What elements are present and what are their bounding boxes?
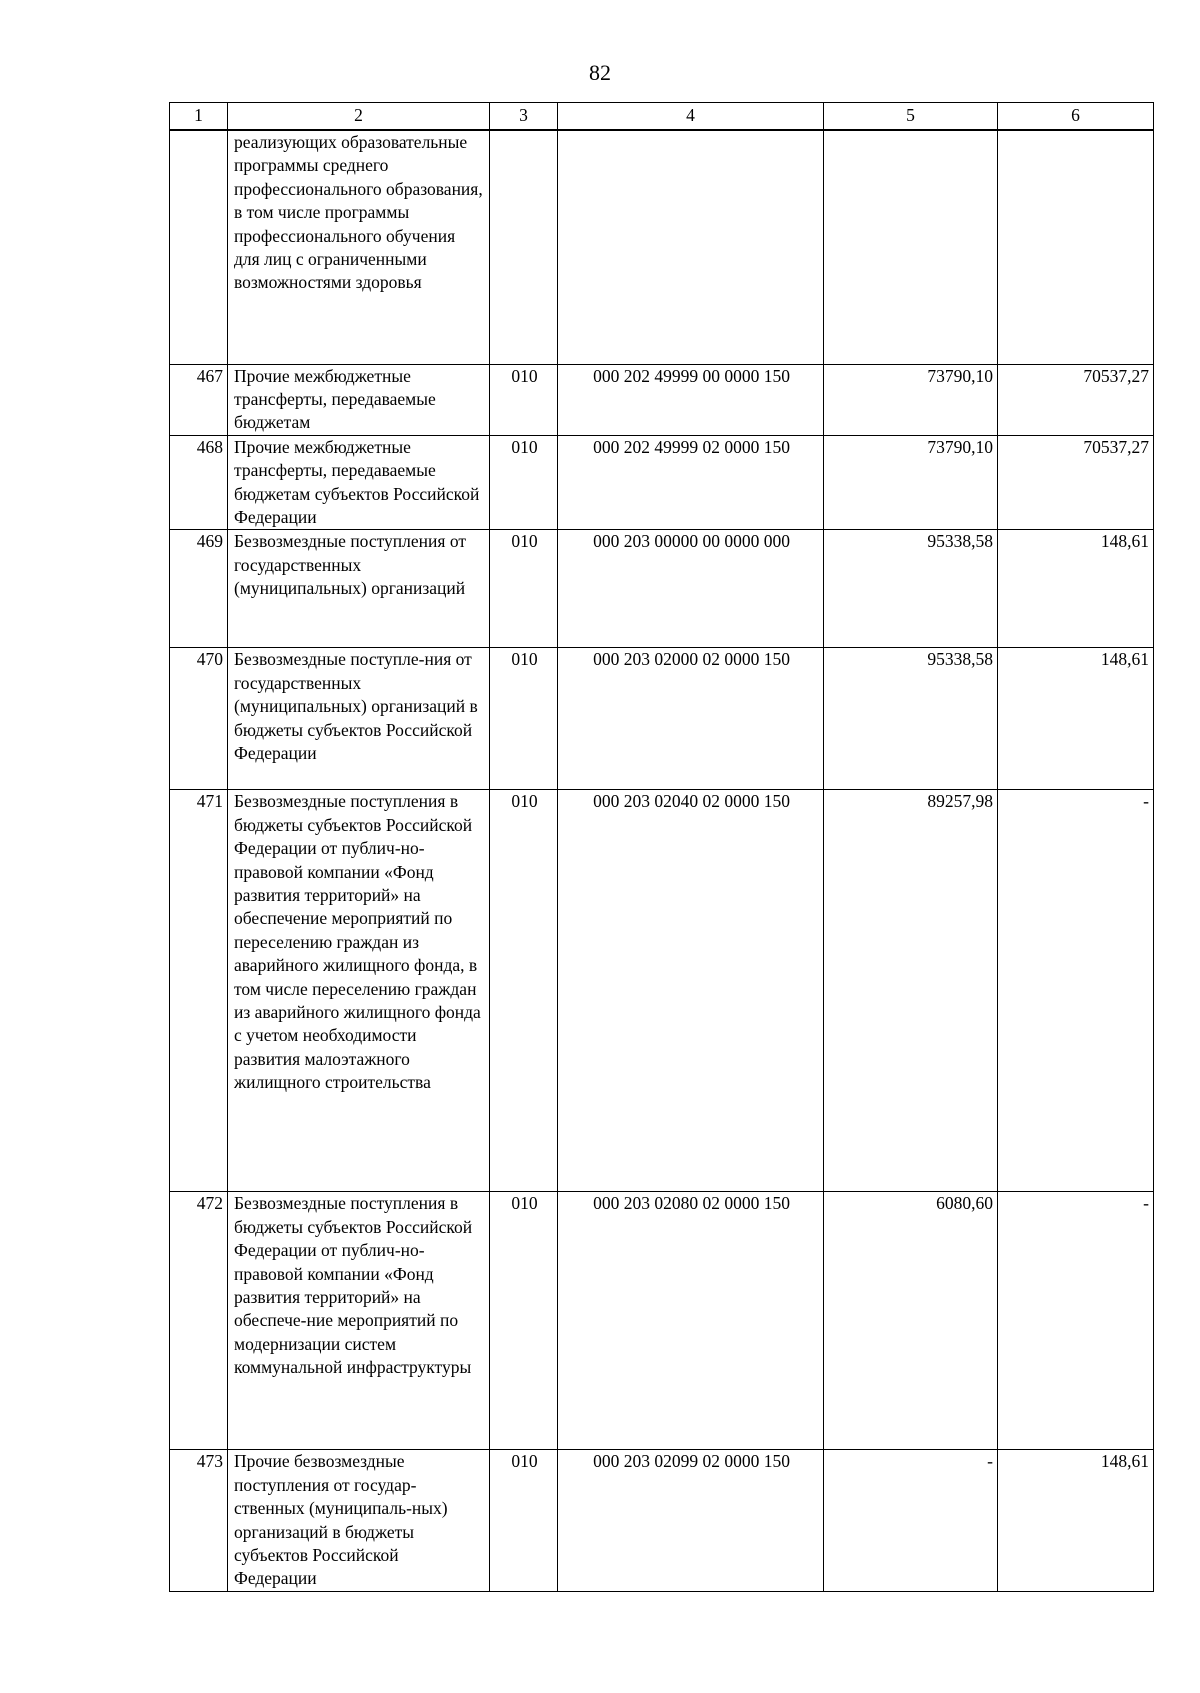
amount-column-6: 148,61 — [998, 530, 1154, 648]
table-header — [170, 103, 1154, 131]
admin-code: 010 — [490, 648, 558, 790]
table-row — [170, 648, 1154, 790]
amount-column-5: 89257,98 — [824, 790, 998, 1192]
row-number: 469 — [170, 530, 228, 648]
budget-classification-code: 000 203 02080 02 0000 150 — [558, 1192, 824, 1450]
amount-5-cell — [824, 130, 998, 364]
revenue-description: Прочие межбюджетные трансферты, передаваемые бюджетам — [228, 364, 490, 435]
column-header-6: 6 — [998, 103, 1154, 131]
amount-column-6: 148,61 — [998, 1450, 1154, 1592]
amount-column-6: - — [998, 790, 1154, 1192]
revenue-description: Безвозмездные поступления в бюджеты субъектов Российской Федерации от публич-но-правовой компании «Фонд развития территорий» на обеспече-ние мероприятий по модернизации систем коммунальной инфраструктуры — [228, 1192, 490, 1450]
amount-column-5: - — [824, 1450, 998, 1592]
row-number: 467 — [170, 364, 228, 435]
admin-code: 010 — [490, 1450, 558, 1592]
amount-column-5: 95338,58 — [824, 530, 998, 648]
column-header-5: 5 — [824, 103, 998, 131]
admin-code-cell — [490, 130, 558, 364]
revenue-description: Прочие безвозмездные поступления от государ-ственных (муниципаль-ных) организаций в бюджеты субъектов Российской Федерации — [228, 1450, 490, 1592]
budget-classification-code: 000 203 02099 02 0000 150 — [558, 1450, 824, 1592]
table-row — [170, 435, 1154, 530]
amount-column-6: 148,61 — [998, 648, 1154, 790]
budget-revenue-table — [169, 102, 1154, 1592]
amount-column-6: - — [998, 1192, 1154, 1450]
amount-column-6: 70537,27 — [998, 435, 1154, 530]
table-body — [170, 130, 1154, 1592]
revenue-description: Безвозмездные поступления в бюджеты субъектов Российской Федерации от публич-но-правовой компании «Фонд развития территорий» на обеспечение мероприятий по переселению граждан из аварийного жилищного фонда, в том числе переселению граждан из аварийного жилищного фонда с учетом необходимости развития малоэтажного жилищного строительства — [228, 790, 490, 1192]
admin-code: 010 — [490, 1192, 558, 1450]
page-number: 82 — [589, 60, 611, 85]
amount-6-cell — [998, 130, 1154, 364]
admin-code: 010 — [490, 530, 558, 648]
budget-classification-code: 000 203 02000 02 0000 150 — [558, 648, 824, 790]
row-number: 471 — [170, 790, 228, 1192]
column-header-4: 4 — [558, 103, 824, 131]
table-row — [170, 790, 1154, 1192]
budget-classification-code: 000 202 49999 02 0000 150 — [558, 435, 824, 530]
amount-column-5: 95338,58 — [824, 648, 998, 790]
continuation-description: реализующих образовательные программы среднего профессионального образования, в том числе программы профессионального обучения для лиц с ограниченными возможностями здоровья — [228, 130, 490, 364]
table-row — [170, 530, 1154, 648]
amount-column-6: 70537,27 — [998, 364, 1154, 435]
table-row — [170, 1192, 1154, 1450]
revenue-description: Прочие межбюджетные трансферты, передаваемые бюджетам субъектов Российской Федерации — [228, 435, 490, 530]
budget-classification-code: 000 202 49999 00 0000 150 — [558, 364, 824, 435]
row-number: 470 — [170, 648, 228, 790]
admin-code: 010 — [490, 364, 558, 435]
budget-classification-code: 000 203 02040 02 0000 150 — [558, 790, 824, 1192]
continuation-row — [170, 130, 1154, 364]
revenue-description: Безвозмездные поступления от государственных (муниципальных) организаций — [228, 530, 490, 648]
column-header-1: 1 — [170, 103, 228, 131]
row-number: 472 — [170, 1192, 228, 1450]
row-number-cell — [170, 130, 228, 364]
table-row — [170, 1450, 1154, 1592]
admin-code: 010 — [490, 435, 558, 530]
row-number: 468 — [170, 435, 228, 530]
row-number: 473 — [170, 1450, 228, 1592]
budget-classification-code: 000 203 00000 00 0000 000 — [558, 530, 824, 648]
amount-column-5: 6080,60 — [824, 1192, 998, 1450]
admin-code: 010 — [490, 790, 558, 1192]
amount-column-5: 73790,10 — [824, 364, 998, 435]
table-row — [170, 364, 1154, 435]
column-header-2: 2 — [228, 103, 490, 131]
column-header-3: 3 — [490, 103, 558, 131]
header-row — [170, 103, 1154, 131]
budget-code-cell — [558, 130, 824, 364]
amount-column-5: 73790,10 — [824, 435, 998, 530]
revenue-description: Безвозмездные поступле-ния от государственных (муниципальных) организаций в бюджеты субъектов Российской Федерации — [228, 648, 490, 790]
